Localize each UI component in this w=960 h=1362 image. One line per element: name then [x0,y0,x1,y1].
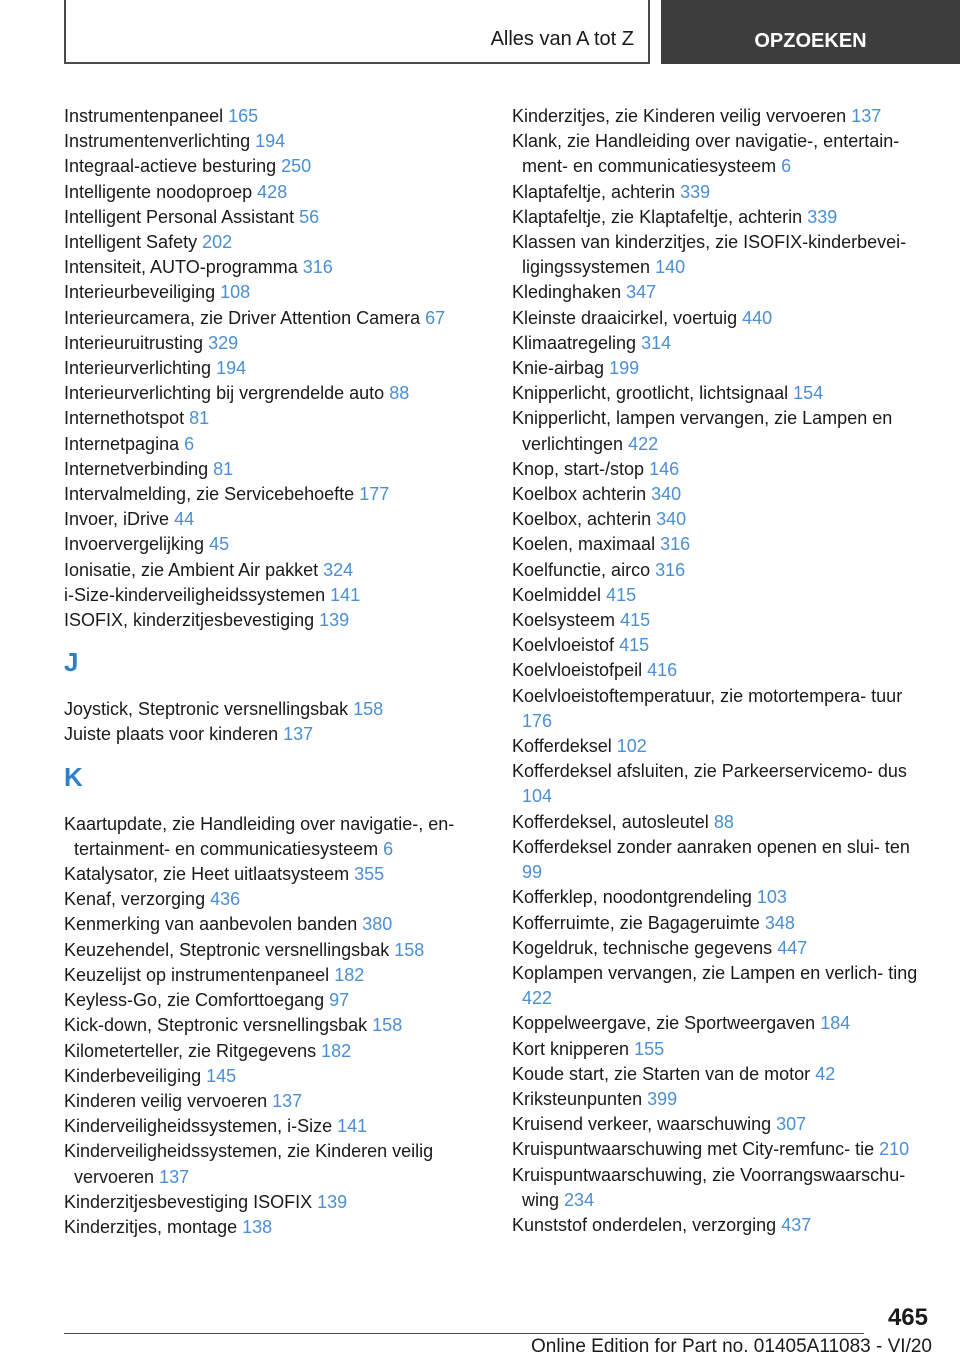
index-page-link[interactable]: 139 [319,610,350,631]
index-entry-text: ISOFIX, kinderzitjesbevestiging [64,610,315,631]
index-page-link[interactable]: 416 [647,660,678,681]
index-page-link[interactable]: 428 [257,181,288,202]
index-entry-text: Kofferdeksel zonder aanraken openen en slui- ten [512,836,910,857]
index-page-link[interactable]: 42 [815,1063,836,1084]
index-page-link[interactable]: 250 [281,156,312,177]
footer-divider [64,1333,864,1334]
index-entry-text: Kunststof onderdelen, verzorging [512,1214,777,1235]
index-page-link[interactable]: 324 [323,559,354,580]
index-entry-text: Keuzelijst op instrumentenpaneel [64,964,330,985]
index-entry [64,507,484,532]
index-entry-text: Kruispuntwaarschuwing met City-remfunc- tie [512,1139,875,1160]
header-section-box [64,0,650,64]
index-page-link[interactable]: 182 [334,964,365,985]
index-entry [512,608,932,633]
index-entry-text: Kinderzitjes, montage [64,1216,238,1237]
index-entry [512,583,932,608]
index-entry-text: Kleinste draaicirkel, voertuig [512,307,738,328]
index-entry [64,432,484,457]
index-entry-text: Kilometerteller, zie Ritgegevens [64,1040,317,1061]
index-page-link[interactable]: 155 [634,1038,665,1059]
index-page-link[interactable]: 340 [656,509,687,530]
index-entry-text: Kinderveiligheidssystemen, i-Size [64,1116,333,1137]
index-entry-text: i-Size-kinderveiligheidssystemen [64,584,326,605]
index-entry-text: Koelvloeistofpeil [512,660,643,681]
index-entry [512,759,932,809]
index-page-link[interactable]: 103 [756,887,787,908]
index-entry [64,912,484,937]
index-entry-text: Koelvloeistof [512,635,615,656]
index-column-right [512,104,932,1238]
index-entry [64,697,484,722]
index-page-link[interactable]: 45 [209,534,230,555]
index-entry-text: Joystick, Steptronic versnellingsbak [64,699,349,720]
index-page-link[interactable]: 108 [220,282,251,303]
index-page-link[interactable]: 56 [299,206,320,227]
index-entry [512,911,932,936]
index-entry [64,1064,484,1089]
index-entry-text: Klaptafeltje, achterin [512,181,676,202]
index-entry-text: Koude start, zie Starten van de motor [512,1063,811,1084]
index-page-link[interactable]: 146 [649,458,680,479]
index-entry [64,280,484,305]
index-entry-text: Intelligent Safety [64,232,198,253]
index-entry-text: Kledinghaken [512,282,622,303]
index-entry-text: Intervalmelding, zie Servicebehoefte [64,484,355,505]
index-page-link[interactable]: 139 [317,1191,348,1212]
index-page-link[interactable]: 145 [206,1065,237,1086]
index-letter-heading: K [64,761,83,792]
index-entry-text: Kruispuntwaarschuwing, zie Voorrangswaarschu- wing [512,1164,906,1210]
index-entry-text: Kofferdeksel [512,736,612,757]
index-entry-text: Kriksteunpunten [512,1088,643,1109]
index-entry-text: Kofferdeksel afsluiten, zie Parkeerservicemo- dus [512,761,907,782]
index-page-link[interactable]: 339 [807,206,838,227]
index-page-link[interactable]: 399 [647,1088,678,1109]
index-entry-text: Koelmiddel [512,584,602,605]
index-entry-text: Interieurverlichting [64,358,212,379]
index-entry [512,129,932,179]
index-entry [64,608,484,633]
index-page-link[interactable]: 447 [777,937,808,958]
index-entry [64,583,484,608]
index-entry [512,558,932,583]
index-entry-text: Katalysator, zie Heet uitlaatsysteem [64,864,350,885]
index-entry [64,381,484,406]
index-entry [512,1112,932,1137]
index-entry-text: Interieurverlichting bij vergrendelde auto [64,383,385,404]
index-entry [512,306,932,331]
index-entry [512,658,932,683]
index-entry [512,482,932,507]
index-entry-text: Koelbox, achterin [512,509,652,530]
index-entry [64,331,484,356]
index-entry-text: Kogeldruk, technische gegevens [512,937,773,958]
index-page-link[interactable]: 422 [522,988,553,1009]
index-entry-text: Juiste plaats voor kinderen [64,724,279,745]
index-entry [64,482,484,507]
index-page-link[interactable]: 137 [159,1166,190,1187]
index-page-link[interactable]: 437 [781,1214,812,1235]
index-entry-text: Interieuruitrusting [64,332,204,353]
index-page-link[interactable]: 137 [272,1090,303,1111]
index-entry-text: Koelvloeistoftemperatuur, zie motortempera- tuur [512,685,903,706]
index-entry-text: Intelligente noodoproep [64,181,253,202]
index-page-link[interactable]: 44 [174,509,195,530]
index-entry-text: Integraal-actieve besturing [64,156,277,177]
index-entry-text: Interieurcamera, zie Driver Attention Camera [64,307,421,328]
index-entry-text: Klassen van kinderzitjes, zie ISOFIX-kinderbevei- ligingssystemen [512,232,907,278]
index-entry [64,306,484,331]
index-entry-text: Klaptafeltje, zie Klaptafeltje, achterin [512,206,803,227]
index-entry-text: Kort knipperen [512,1038,630,1059]
index-entry [64,1190,484,1215]
index-entry [64,988,484,1013]
index-page-link[interactable]: 210 [879,1139,910,1160]
index-page-link[interactable]: 88 [713,811,734,832]
index-entry [512,532,932,557]
index-page-link[interactable]: 81 [189,408,210,429]
index-page-link[interactable]: 182 [321,1040,352,1061]
index-entry-text: Intensiteit, AUTO-programma [64,257,298,278]
index-page-link[interactable]: 104 [522,786,553,807]
index-page-link[interactable]: 234 [564,1189,595,1210]
index-entry [64,862,484,887]
index-entry-text: Invoervergelijking [64,534,205,555]
index-entry-text: Kinderzitjesbevestiging ISOFIX [64,1191,313,1212]
index-page-link[interactable]: 137 [283,724,314,745]
index-entry-text: Kinderveiligheidssystemen, zie Kinderen veilig vervoeren [64,1141,434,1187]
index-entry [512,356,932,381]
index-page-link[interactable]: 158 [372,1015,403,1036]
index-entry [512,1037,932,1062]
index-entry [64,1114,484,1139]
index-page-link[interactable]: 316 [660,534,691,555]
index-entry [512,104,932,129]
index-page-link[interactable]: 415 [620,610,651,631]
index-entry-text: Interieurbeveiliging [64,282,216,303]
index-entry-text: Knop, start-/stop [512,458,645,479]
section-title: Alles van A tot Z [490,28,634,50]
index-page-link[interactable]: 102 [616,736,647,757]
index-entry-text: Knipperlicht, lampen vervangen, zie Lampen en verlichtingen [512,408,893,454]
index-entry [512,406,932,456]
index-entry-text: Instrumentenverlichting [64,131,251,152]
index-entry-text: Internetpagina [64,433,180,454]
index-entry [64,356,484,381]
index-page-link[interactable]: 6 [383,838,394,859]
index-entry-text: Koelbox achterin [512,484,647,505]
index-page-link[interactable]: 339 [680,181,711,202]
index-page-link[interactable]: 141 [337,1116,368,1137]
index-page-link[interactable]: 137 [851,106,882,126]
index-entry [64,154,484,179]
index-page-link[interactable]: 6 [781,156,792,177]
index-entry [64,1089,484,1114]
index-entry [64,129,484,154]
index-entry-text: Klank, zie Handleiding over navigatie-, entertain- ment- en communicatiesysteem [512,131,900,177]
index-entry [64,255,484,280]
index-entry [64,1139,484,1189]
index-entry [64,532,484,557]
index-entry [512,835,932,885]
index-entry [64,1013,484,1038]
index-page-link[interactable]: 316 [655,559,686,580]
index-entry [512,331,932,356]
index-entry [64,558,484,583]
index-entry [64,104,484,129]
index-page-link[interactable]: 194 [216,358,247,379]
index-entry-text: Knie-airbag [512,358,605,379]
index-entry [512,633,932,658]
index-entry-text: Koelfunctie, airco [512,559,651,580]
index-entry [512,1213,932,1238]
index-entry [512,230,932,280]
index-entry [64,1215,484,1240]
index-page-link[interactable]: 340 [651,484,682,505]
index-entry-text: Kinderbeveiliging [64,1065,202,1086]
index-entry-text: Kaartupdate, zie Handleiding over navigatie-, en- tertainment- en communicatiesysteem [64,813,455,859]
index-entry-text: Koppelweergave, zie Sportweergaven [512,1013,816,1034]
index-page-link[interactable]: 140 [655,257,686,278]
index-entry [512,1011,932,1036]
index-page-link[interactable]: 440 [742,307,773,328]
index-page-link[interactable]: 415 [606,584,637,605]
index-entry [64,1039,484,1064]
index-entry-text: Kofferruimte, zie Bagageruimte [512,912,760,933]
index-entry-text: Kinderzitjes, zie Kinderen veilig vervoeren [512,106,847,126]
index-entry [512,507,932,532]
index-page-link[interactable]: 194 [255,131,286,152]
index-entry-text: Ionisatie, zie Ambient Air pakket [64,559,319,580]
index-entry [64,457,484,482]
index-entry [64,230,484,255]
index-entry [64,887,484,912]
index-page-link[interactable]: 158 [394,939,425,960]
index-entry-text: Keuzehendel, Steptronic versnellingsbak [64,939,390,960]
index-page-link[interactable]: 158 [353,699,384,720]
index-entry-text: Internethotspot [64,408,185,429]
index-page-link[interactable]: 380 [362,914,393,935]
page-number: 465 [887,1304,928,1331]
index-entry [512,381,932,406]
index-entry-text: Instrumentenpaneel [64,106,224,126]
index-entry [512,1087,932,1112]
index-entry [512,1062,932,1087]
index-page-link[interactable]: 199 [609,358,640,379]
index-entry-text: Kofferklep, noodontgrendeling [512,887,752,908]
index-entry-text: Kenaf, verzorging [64,889,206,910]
index-page-link[interactable]: 355 [354,864,385,885]
index-page-link[interactable]: 307 [776,1114,807,1135]
footer-edition: Online Edition for Part no. 01405A11083 - VI/20 [530,1336,932,1357]
index-entry-text: Kenmerking van aanbevolen banden [64,914,358,935]
index-entry-text: Internetverbinding [64,458,209,479]
index-entry [512,936,932,961]
index-page-link[interactable]: 6 [184,433,195,454]
index-entry [64,963,484,988]
index-page-link[interactable]: 184 [820,1013,851,1034]
index-entry [512,684,932,734]
index-page-link[interactable]: 97 [329,990,350,1011]
index-page-link[interactable]: 177 [359,484,390,505]
index-page-link[interactable]: 422 [628,433,659,454]
index-page-link[interactable]: 176 [522,710,553,731]
index-entry-text: Kinderen veilig vervoeren [64,1090,268,1111]
index-page-link[interactable]: 154 [793,383,824,404]
index-entry-text: Kruisend verkeer, waarschuwing [512,1114,772,1135]
index-entry-text: Intelligent Personal Assistant [64,206,295,227]
index-entry-text: Knipperlicht, grootlicht, lichtsignaal [512,383,789,404]
index-entry-text: Klimaatregeling [512,332,637,353]
index-entry [64,722,484,747]
index-entry [64,180,484,205]
index-entry-text: Invoer, iDrive [64,509,170,530]
index-entry [64,812,484,862]
index-entry [512,961,932,1011]
index-page-link[interactable]: 138 [242,1216,273,1237]
index-entry [512,457,932,482]
index-page-link[interactable]: 202 [202,232,233,253]
index-entry-text: Keyless-Go, zie Comforttoegang [64,990,325,1011]
index-entry [512,885,932,910]
index-page-link[interactable]: 316 [302,257,333,278]
index-entry [64,205,484,230]
index-page-link[interactable]: 348 [764,912,795,933]
tab-label: OPZOEKEN [754,29,867,52]
index-entry [512,734,932,759]
index-page-link[interactable]: 81 [213,458,234,479]
index-page-link[interactable]: 436 [210,889,241,910]
index-column-left [64,104,484,1240]
index-page-link[interactable]: 314 [641,332,672,353]
index-entry [512,205,932,230]
index-entry [512,180,932,205]
index-letter-heading: J [64,647,79,678]
index-page-link[interactable]: 329 [208,332,239,353]
index-page-link[interactable]: 165 [228,106,259,126]
index-entry [512,1137,932,1162]
index-entry-text: Kick-down, Steptronic versnellingsbak [64,1015,368,1036]
index-entry-text: Koelsysteem [512,610,616,631]
index-page-link[interactable]: 141 [330,584,361,605]
index-entry-text: Kofferdeksel, autosleutel [512,811,709,832]
index-entry-text: Koelen, maximaal [512,534,656,555]
index-page-link[interactable]: 415 [619,635,650,656]
index-entry-text: Koplampen vervangen, zie Lampen en verlich- ting [512,962,918,983]
index-entry [512,280,932,305]
index-page-link[interactable]: 99 [522,862,543,883]
index-page-link[interactable]: 88 [389,383,410,404]
index-page-link[interactable]: 67 [425,307,446,328]
index-entry [512,1163,932,1213]
tab-opzoeken[interactable] [661,0,960,64]
index-entry [64,406,484,431]
index-entry [512,810,932,835]
index-entry [64,938,484,963]
index-page-link[interactable]: 347 [626,282,657,303]
